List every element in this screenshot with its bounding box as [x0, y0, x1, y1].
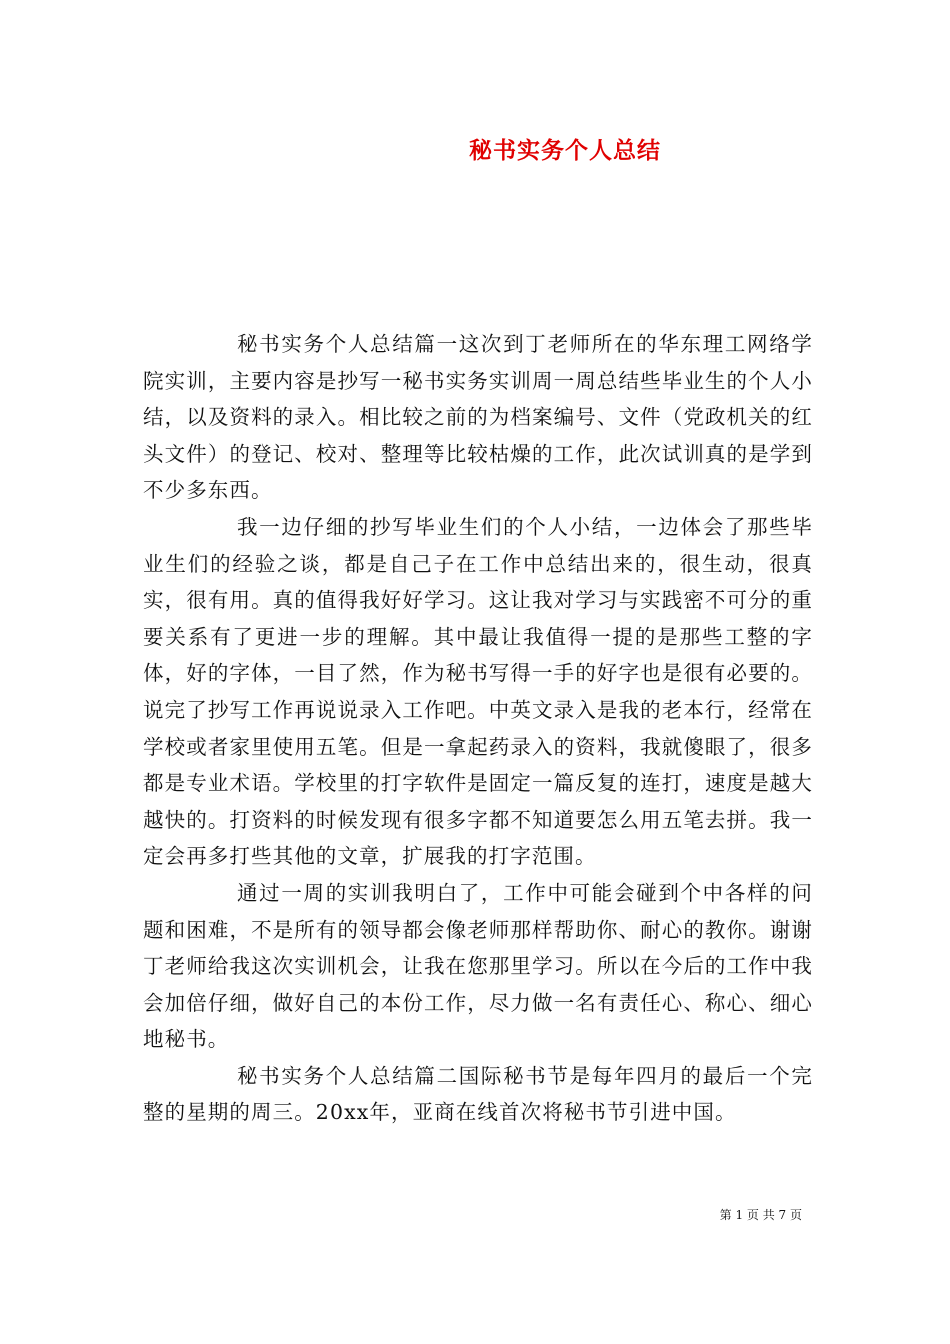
page-number-footer: 第 1 页 共 7 页 — [719, 1208, 802, 1222]
paragraph-3: 通过一周的实训我明白了，工作中可能会碰到个中各样的问题和困难，不是所有的领导都会像老师那样帮助你、耐心的教你。谢谢丁老师给我这次实训机会，让我在您那里学习。所以在今后的工作中我会加倍仔细，做好自己的本份工作，尽力做一名有责任心、称心、细心地秘书。 — [143, 880, 813, 1052]
document-title: 秘书实务个人总结 — [469, 137, 661, 164]
document-body — [143, 326, 813, 1131]
paragraph-4: 秘书实务个人总结篇二国际秘书节是每年四月的最后一个完整的星期的周三。20xx年，亚商在线首次将秘书节引进中国。 — [143, 1063, 813, 1125]
paragraph-2: 我一边仔细的抄写毕业生们的个人小结，一边体会了那些毕业生们的经验之谈，都是自己子在工作中总结出来的，很生动，很真实，很有用。真的值得我好好学习。这让我对学习与实践密不可分的重要关系有了更进一步的理解。其中最让我值得一提的是那些工整的字体，好的字体，一目了然，作为秘书写得一手的好字也是很有必要的。说完了抄写工作再说说录入工作吧。中英文录入是我的老本行，经常在学校或者家里使用五笔。但是一拿起药录入的资料，我就傻眼了，很多都是专业术语。学校里的打字软件是固定一篇反复的连打，速度是越大越快的。打资料的时候发现有很多字都不知道要怎么用五笔去拼。我一定会再多打些其他的文章，扩展我的打字范围。 — [143, 514, 813, 869]
paragraph-1: 秘书实务个人总结篇一这次到丁老师所在的华东理工网络学院实训，主要内容是抄写一秘书实务实训周一周总结些毕业生的个人小结，以及资料的录入。相比较之前的为档案编号、文件（党政机关的红头文件）的登记、校对、整理等比较枯燥的工作，此次试训真的是学到不少多东西。 — [143, 332, 813, 503]
